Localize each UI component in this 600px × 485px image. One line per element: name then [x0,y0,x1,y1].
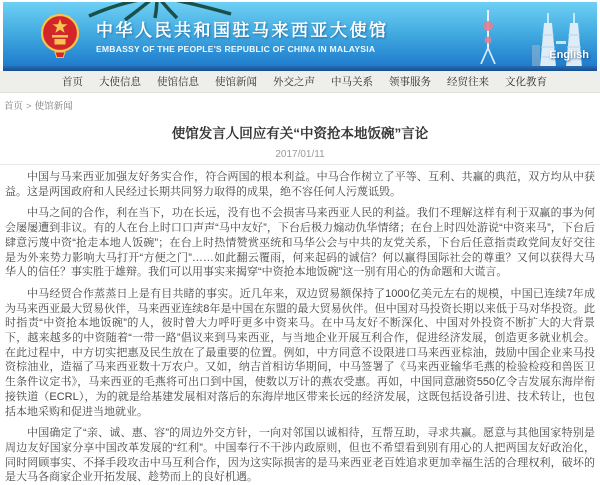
breadcrumb-current[interactable]: 使馆新闻 [34,101,73,112]
nav-item-embassy-info[interactable]: 使馆信息 [157,76,199,88]
nav-item-diplomacy-voice[interactable]: 外交之声 [273,76,315,88]
article [0,122,600,485]
banner [3,2,597,66]
breadcrumb-home[interactable]: 首页 [4,101,24,112]
embassy-title-cn: 中华人民共和国驻马来西亚大使馆 [96,21,389,40]
article-date: 2017/01/11 [275,149,325,160]
article-paragraph: 中国与马来西亚加强友好务实合作，符合两国的根本利益。中马合作树立了平等、互利、共赢的典范，双方均从中获益。这是两国政府和人民经过长期共同努力取得的成果，绝不容任何人污蔑诋毁。 [5,171,595,198]
article-title: 使馆发言人回应有关“中资抢本地饭碗”言论 [171,126,429,141]
breadcrumb-separator: > [26,101,32,112]
embassy-title-en: EMBASSY OF THE PEOPLE'S REPUBLIC OF CHINA IN MALAYSIA [96,44,376,54]
nav-item-china-malaysia-relations[interactable]: 中马关系 [331,76,373,88]
english-language-link[interactable]: English [549,49,589,61]
article-paragraph: 中国确定了“亲、诚、惠、容”的周边外交方针，一向对邻国以诚相待，互帮互助，寻求共赢。愿意与其他国家特别是周边友好国家分享中国改革发展的“红利”。中国奉行不干涉内政原则，但也不希望看到别有用心的人把两国友好政治化，同时罔顾事实、不择手段攻击中马互利合作，因为这实际损害的是马来西亚老百姓追求更加幸福生活的合理权利，破坏的是大马各商家企业开拓发展、趁势而上的良好机遇。 [5,427,595,484]
nav-item-ambassador[interactable]: 大使信息 [99,76,141,88]
article-paragraph: 中马经贸合作蒸蒸日上是有目共睹的事实。近几年来，双边贸易额保持了1000亿美元左右的规模，中国已连续7年成为马来西亚最大贸易伙伴，马来西亚连续8年是中国在东盟的最大贸易伙伴。但中国对马投资长期以来低于马对华投资。此时指责“中资抢本地饭碗”的人，彼时曾大力呼吁更多中资来马。在中马友好不断深化、中国对外投资不断扩大的大背景下，越来越多的中资随着“一带一路”倡议来到马来西亚，与当地企业开展互利合作，促进经济发展，创造更多就业机会。在此过程中，中方切实把惠及民生放在了最重要的位置。例如，中方同意不设限进口马来西亚棕油，鼓励中国企业来马投资棕油业，造福了马来西亚数十万农户。又如，纳吉首相访华期间，中马签署了《马来西亚输华毛燕的检验检疫和兽医卫生条件议定书》，马来西亚的毛燕将可出口到中国，使数以万计的燕农受惠。再如，中国同意融资550亿令吉发展东海岸衔接铁道（ECRL），为的就是给基建发展相对落后的东海岸地区带来长远的经济发展，这既包括设备引进、技术转让，也包括本地采购和促进当地就业。 [5,287,595,418]
nav-item-embassy-news[interactable]: 使馆新闻 [215,76,257,88]
pearl-tower-icon [477,10,499,66]
title-divider [0,164,600,165]
article-paragraph: 中马之间的合作，利在当下，功在长远，没有也不会损害马来西亚人民的利益。我们不理解这样有利于双赢的事为何会屡屡遭到非议。有的人在台上时口口声声“马中友好”，下台后极力煽动仇华情绪；在台上时四处游说“中资来马”，下台后肆意污蔑中资“抢走本地人饭碗”；在台上时热情赞赏巫统和马华公会与中共的友党关系，下台后任意指责政党间友好交往是为外来势力影响大马打开“方便之门”……如此翻云覆雨，何来起码的诚信？何以赢得国际社会的尊重？又何以获得大马华人的信任？事实胜于雄辩。我们可以用事实来揭穿“中资抢本地饭碗”这一别有用心的伪命题和大谎言。 [5,207,595,279]
nav-item-economic-trade[interactable]: 经贸往来 [447,76,489,88]
nav-item-home[interactable]: 首页 [62,76,83,88]
breadcrumb [0,93,600,115]
nav-item-consular-service[interactable]: 领事服务 [389,76,431,88]
banner-titles [96,16,389,54]
nav-item-culture-education[interactable]: 文化教育 [505,76,547,88]
main-nav [0,71,600,93]
national-emblem-icon [39,12,81,63]
